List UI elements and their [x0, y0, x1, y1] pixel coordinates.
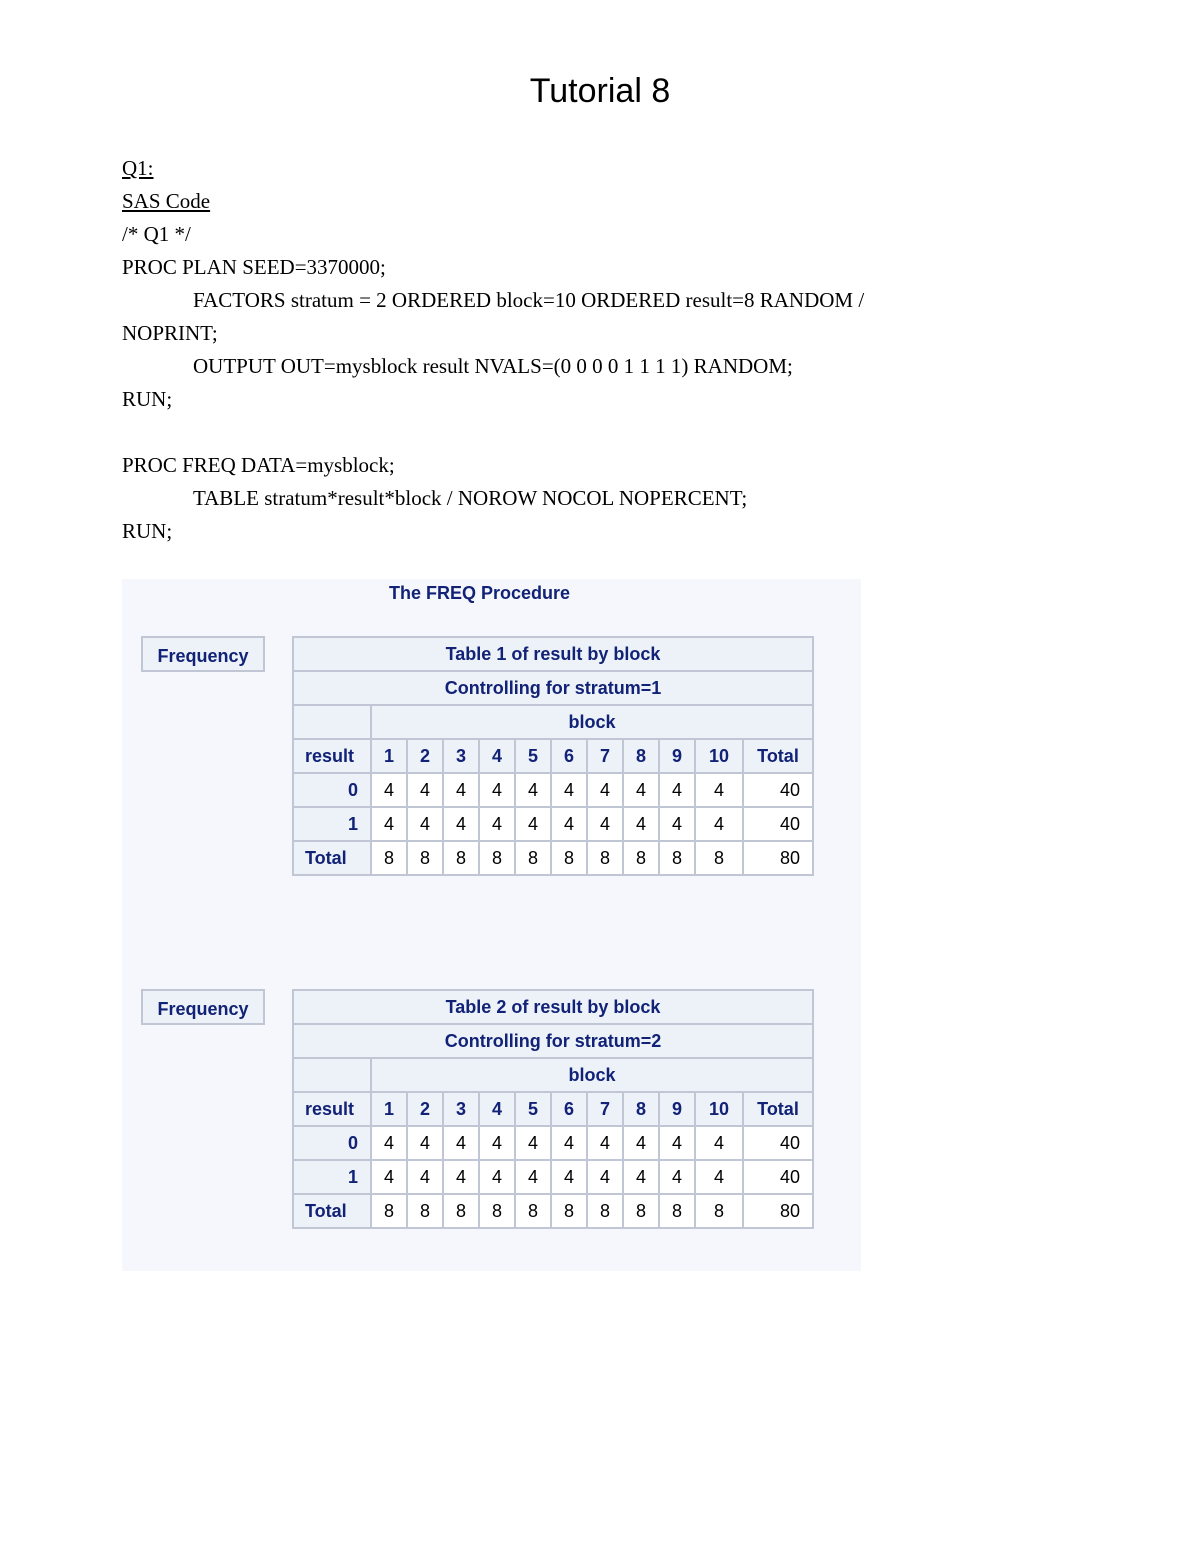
table-cell: 8	[659, 841, 695, 875]
column-header: 8	[623, 1092, 659, 1126]
column-header: 1	[371, 739, 407, 773]
table-cell: 4	[479, 807, 515, 841]
table-cell: 4	[695, 773, 743, 807]
table-cell: 8	[551, 1194, 587, 1228]
table-cell: 4	[659, 1126, 695, 1160]
table-row	[293, 841, 813, 875]
column-header: 10	[695, 1092, 743, 1126]
row-label: Total	[293, 841, 371, 875]
table-cell: 8	[695, 1194, 743, 1228]
table-cell: 8	[659, 1194, 695, 1228]
column-header: 3	[443, 1092, 479, 1126]
table-cell: 4	[623, 1126, 659, 1160]
table-cell: 80	[743, 841, 813, 875]
column-header: 7	[587, 1092, 623, 1126]
table-cell: 4	[407, 1160, 443, 1194]
column-header: 9	[659, 1092, 695, 1126]
question-label: Q1:	[122, 156, 154, 180]
table-cell: 4	[551, 807, 587, 841]
table-cell: 4	[407, 773, 443, 807]
table-row	[293, 1194, 813, 1228]
table-cell: 8	[407, 1194, 443, 1228]
document-title: Tutorial 8	[529, 72, 671, 110]
table-row	[293, 807, 813, 841]
corner-cell	[293, 705, 371, 739]
row-var-label: result	[293, 1092, 371, 1126]
table-cell: 8	[695, 841, 743, 875]
table-cell: 8	[407, 841, 443, 875]
table-cell: 4	[371, 1126, 407, 1160]
table-title: Table 2 of result by block	[293, 990, 813, 1024]
table-cell: 4	[623, 773, 659, 807]
table-cell: 8	[371, 841, 407, 875]
column-header: Total	[743, 1092, 813, 1126]
table-cell: 8	[551, 841, 587, 875]
table-cell: 4	[515, 773, 551, 807]
code-line: NOPRINT;	[122, 321, 218, 345]
table-cell: 4	[659, 807, 695, 841]
corner-cell	[293, 1058, 371, 1092]
procedure-title: The FREQ Procedure	[388, 583, 571, 603]
table-cell: 8	[587, 1194, 623, 1228]
table-cell: 4	[371, 1160, 407, 1194]
row-label: Total	[293, 1194, 371, 1228]
table-cell: 4	[695, 807, 743, 841]
column-header: 6	[551, 739, 587, 773]
table-cell: 4	[551, 1160, 587, 1194]
column-header: 3	[443, 739, 479, 773]
table-cell: 4	[407, 1126, 443, 1160]
code-line: RUN;	[122, 519, 173, 543]
sas-output-panel	[122, 579, 861, 1271]
table-cell: 4	[371, 807, 407, 841]
table-cell: 8	[479, 841, 515, 875]
table-cell: 4	[587, 1126, 623, 1160]
table-cell: 4	[443, 807, 479, 841]
column-header: 4	[479, 1092, 515, 1126]
table-cell: 4	[443, 1126, 479, 1160]
table-cell: 4	[407, 807, 443, 841]
code-line: RUN;	[122, 387, 173, 411]
table-cell: 8	[515, 1194, 551, 1228]
row-label: 1	[293, 1160, 371, 1194]
spacer	[122, 416, 1022, 449]
table-cell: 40	[743, 807, 813, 841]
table-cell: 4	[515, 807, 551, 841]
table-cell: 8	[587, 841, 623, 875]
column-group-label: block	[371, 705, 813, 739]
frequency-legend: Frequency	[141, 989, 265, 1025]
column-header: 7	[587, 739, 623, 773]
section-label: SAS Code	[122, 189, 211, 213]
code-line: /* Q1 */	[122, 222, 191, 246]
table-cell: 4	[659, 1160, 695, 1194]
freq-table-2	[292, 989, 814, 1229]
table-cell: 40	[743, 773, 813, 807]
row-var-label: result	[293, 739, 371, 773]
column-header: 10	[695, 739, 743, 773]
table-control-label: Controlling for stratum=1	[293, 671, 813, 705]
code-line: PROC PLAN SEED=3370000;	[122, 255, 386, 279]
table-cell: 4	[695, 1160, 743, 1194]
row-label: 0	[293, 773, 371, 807]
table-cell: 8	[371, 1194, 407, 1228]
sas-code-section	[122, 152, 1022, 548]
column-header-row	[293, 1092, 813, 1126]
row-label: 1	[293, 807, 371, 841]
table-cell: 8	[479, 1194, 515, 1228]
table-cell: 80	[743, 1194, 813, 1228]
table-cell: 4	[443, 773, 479, 807]
frequency-legend: Frequency	[141, 636, 265, 672]
column-header: Total	[743, 739, 813, 773]
column-header: 5	[515, 1092, 551, 1126]
table-cell: 8	[443, 841, 479, 875]
table-cell: 4	[587, 807, 623, 841]
code-line: FACTORS stratum = 2 ORDERED block=10 ORDERED result=8 RANDOM /	[193, 288, 865, 312]
table-cell: 4	[443, 1160, 479, 1194]
table-title: Table 1 of result by block	[293, 637, 813, 671]
column-header: 8	[623, 739, 659, 773]
table-cell: 4	[587, 1160, 623, 1194]
table-cell: 40	[743, 1160, 813, 1194]
table-cell: 4	[515, 1160, 551, 1194]
table-cell: 4	[515, 1126, 551, 1160]
table-cell: 4	[623, 1160, 659, 1194]
table-cell: 40	[743, 1126, 813, 1160]
column-header: 9	[659, 739, 695, 773]
column-header: 1	[371, 1092, 407, 1126]
table-cell: 4	[479, 1160, 515, 1194]
table-control-label: Controlling for stratum=2	[293, 1024, 813, 1058]
table-cell: 4	[587, 773, 623, 807]
table-cell: 4	[551, 1126, 587, 1160]
column-header: 5	[515, 739, 551, 773]
table-cell: 4	[479, 1126, 515, 1160]
column-group-label: block	[371, 1058, 813, 1092]
table-cell: 4	[695, 1126, 743, 1160]
column-header-row	[293, 739, 813, 773]
code-line: TABLE stratum*result*block / NOROW NOCOL NOPERCENT;	[193, 486, 748, 510]
table-row	[293, 1160, 813, 1194]
code-line: PROC FREQ DATA=mysblock;	[122, 453, 395, 477]
table-cell: 8	[623, 841, 659, 875]
table-cell: 8	[443, 1194, 479, 1228]
column-header: 6	[551, 1092, 587, 1126]
freq-table-1	[292, 636, 814, 876]
column-header: 2	[407, 1092, 443, 1126]
table-cell: 4	[551, 773, 587, 807]
table-cell: 8	[623, 1194, 659, 1228]
table-cell: 4	[479, 773, 515, 807]
table-row	[293, 1126, 813, 1160]
row-label: 0	[293, 1126, 371, 1160]
column-header: 2	[407, 739, 443, 773]
table-cell: 8	[515, 841, 551, 875]
column-header: 4	[479, 739, 515, 773]
table-cell: 4	[659, 773, 695, 807]
table-cell: 4	[371, 773, 407, 807]
table-row	[293, 773, 813, 807]
code-line: OUTPUT OUT=mysblock result NVALS=(0 0 0 0 1 1 1 1) RANDOM;	[193, 354, 793, 378]
table-cell: 4	[623, 807, 659, 841]
